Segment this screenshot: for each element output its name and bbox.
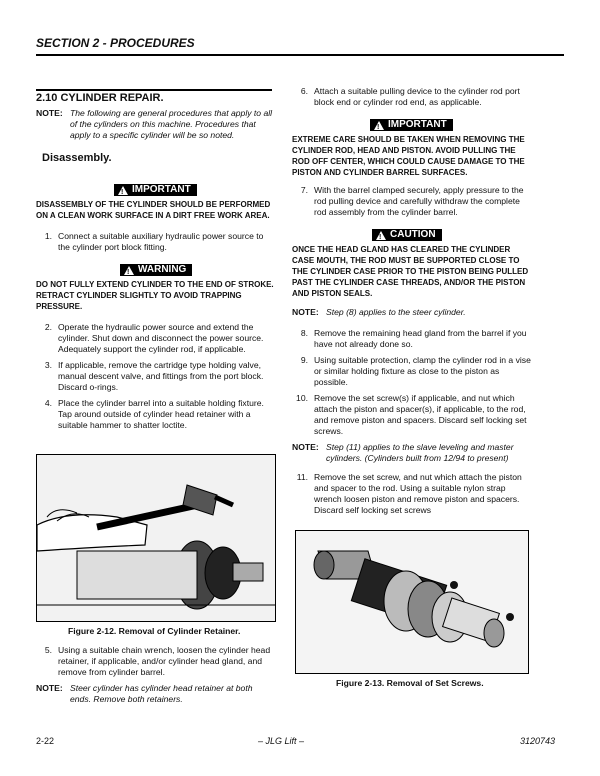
figure-cylinder-retainer: [36, 454, 276, 622]
step-text: Place the cylinder barrel into a suitable holding fixture. Tap around outside of cylinder head retainer with a suitable hammer to shatter loctite.: [58, 398, 264, 430]
important-text: EXTREME CARE SHOULD BE TAKEN WHEN REMOVING THE CYLINDER ROD, HEAD AND PISTON. AVOID PULLING THE ROD OFF CENTER, WHICH COULD CAUSE DAMAGE TO THE PISTON AND CYLINDER BARREL SURFACES.: [292, 135, 525, 177]
step-number: 1.: [44, 231, 52, 241]
right-step-7: [292, 185, 530, 218]
steps-block-b: [36, 322, 274, 431]
important-text: DISASSEMBLY OF THE CYLINDER SHOULD BE PERFORMED ON A CLEAN WORK SURFACE IN A DIRT FREE WORK AREA.: [36, 200, 271, 220]
step-number: 4.: [44, 398, 52, 408]
step-text: With the barrel clamped securely, apply pressure to the rod pulling device and carefully withdraw the complete rod assembly from the cylinder barrel.: [314, 185, 524, 217]
banner-label: WARNING: [138, 264, 187, 275]
note-text: The following are general procedures that apply to all of the cylinders on this machine. Procedures that apply to a specific cylinder will be so noted.: [70, 108, 273, 140]
step-text: If applicable, remove the cartridge type holding valve, manual descent valve, and fittings from the port block. Discard o-rings.: [58, 360, 264, 392]
step-text: Operate the hydraulic power source and extend the cylinder. Shut down and disconnect the power source. Adequately support the cylinder rod, if applicable.: [58, 322, 264, 354]
section-rule: [36, 89, 272, 91]
steps-block-c: [36, 645, 274, 705]
page-number: 2-22: [36, 736, 55, 746]
note-label: NOTE:: [292, 307, 319, 317]
step-number: 9.: [300, 355, 308, 365]
step-item: [36, 398, 274, 431]
warning-text: DO NOT FULLY EXTEND CYLINDER TO THE END OF STROKE. RETRACT CYLINDER SLIGHTLY TO AVOID TRAPPING PRESSURE.: [36, 280, 274, 311]
step-number: 8.: [300, 328, 308, 338]
step-number: 10.: [296, 393, 308, 403]
step-item: [292, 328, 532, 350]
footer-brand: – JLG Lift –: [258, 736, 305, 746]
caution-text: ONCE THE HEAD GLAND HAS CLEARED THE CYLINDER CASE MOUTH, THE ROD MUST BE SUPPORTED CLOSE TO THE CYLINDER CASE PRIOR TO THE PISTON BEING PULLED PAST THE CYLINDER CASE THREADS, AND/OR THE PISTON AND PISTON SEALS.: [292, 245, 529, 298]
note: [292, 307, 532, 318]
step-text: Remove the set screw(s) if applicable, and nut which attach the piston and spacer(s), if applicable, to the rod, and remove piston and spacers. Discard self locking set screws.: [314, 393, 527, 436]
right-steps-block: [292, 307, 532, 516]
section-header: SECTION 2 - PROCEDURES: [36, 36, 195, 50]
left-column: [36, 108, 276, 141]
section-title: 2.10 CYLINDER REPAIR.: [36, 92, 164, 104]
step-item: [292, 355, 532, 388]
warning-triangle-icon: [374, 121, 384, 130]
step-item: [292, 185, 530, 218]
step-text: Attach a suitable pulling device to the cylinder rod port block end or cylinder rod end, as applicable.: [314, 86, 520, 107]
step-item: [36, 231, 274, 253]
step-text: Remove the remaining head gland from the barrel if you have not already done so.: [314, 328, 527, 349]
step-number: 3.: [44, 360, 52, 370]
step-number: 7.: [300, 185, 308, 195]
banner-label: CAUTION: [390, 229, 436, 240]
step-number: 11.: [296, 472, 308, 482]
document-number: 3120743: [520, 736, 556, 746]
step-item: [292, 86, 530, 108]
step-item: [292, 393, 532, 437]
note-label: NOTE:: [36, 683, 63, 693]
right-step-6: [292, 86, 530, 108]
cylinder-retainer-illustration: [37, 455, 275, 621]
step-text: Using a suitable chain wrench, loosen the cylinder head retainer, if applicable, and/or cylinder head gland, and remove from cylinder barrel.: [58, 645, 271, 677]
note-label: NOTE:: [292, 442, 319, 452]
step-number: 5.: [44, 645, 52, 655]
steps-block-a: [36, 231, 274, 253]
set-screws-illustration: [296, 531, 528, 673]
note: [292, 442, 532, 464]
warning-banner: [120, 264, 192, 276]
caution-banner: [372, 229, 442, 241]
note: [36, 108, 276, 141]
step-text: Remove the set screw, and nut which attach the piston and spacer to the rod. Using a suitable nylon strap wrench loosen piston and remove piston and spacers. Discard self locking set screws: [314, 472, 522, 515]
warning-triangle-icon: [124, 266, 134, 275]
figure-set-screws: [295, 530, 529, 674]
header-rule: [36, 54, 564, 56]
warning-triangle-icon: [118, 186, 128, 195]
step-item: [36, 322, 274, 355]
note-text: Step (8) applies to the steer cylinder.: [326, 307, 466, 317]
step-number: 6.: [300, 86, 308, 96]
figure-caption: Figure 2-12. Removal of Cylinder Retainer.: [68, 626, 241, 636]
note-text: Steer cylinder has cylinder head retainer at both ends. Remove both retainers.: [70, 683, 253, 704]
step-item: [36, 645, 274, 678]
note-label: NOTE:: [36, 108, 63, 118]
important-banner: [114, 184, 197, 196]
banner-label: IMPORTANT: [388, 119, 447, 130]
step-item: [36, 360, 274, 393]
step-number: 2.: [44, 322, 52, 332]
step-text: Connect a suitable auxiliary hydraulic power source to the cylinder port block fitting.: [58, 231, 264, 252]
figure-caption: Figure 2-13. Removal of Set Screws.: [336, 678, 484, 688]
note: [36, 683, 274, 705]
warning-triangle-icon: [376, 231, 386, 240]
step-text: Using suitable protection, clamp the cylinder rod in a vise or similar holding fixture as close to the piston as possible.: [314, 355, 531, 387]
step-item: [292, 472, 532, 516]
note-text: Step (11) applies to the slave leveling and master cylinders. (Cylinders built from 12/94 to present): [326, 442, 514, 463]
banner-label: IMPORTANT: [132, 184, 191, 195]
important-banner: [370, 119, 453, 131]
disassembly-heading: Disassembly.: [42, 152, 112, 164]
